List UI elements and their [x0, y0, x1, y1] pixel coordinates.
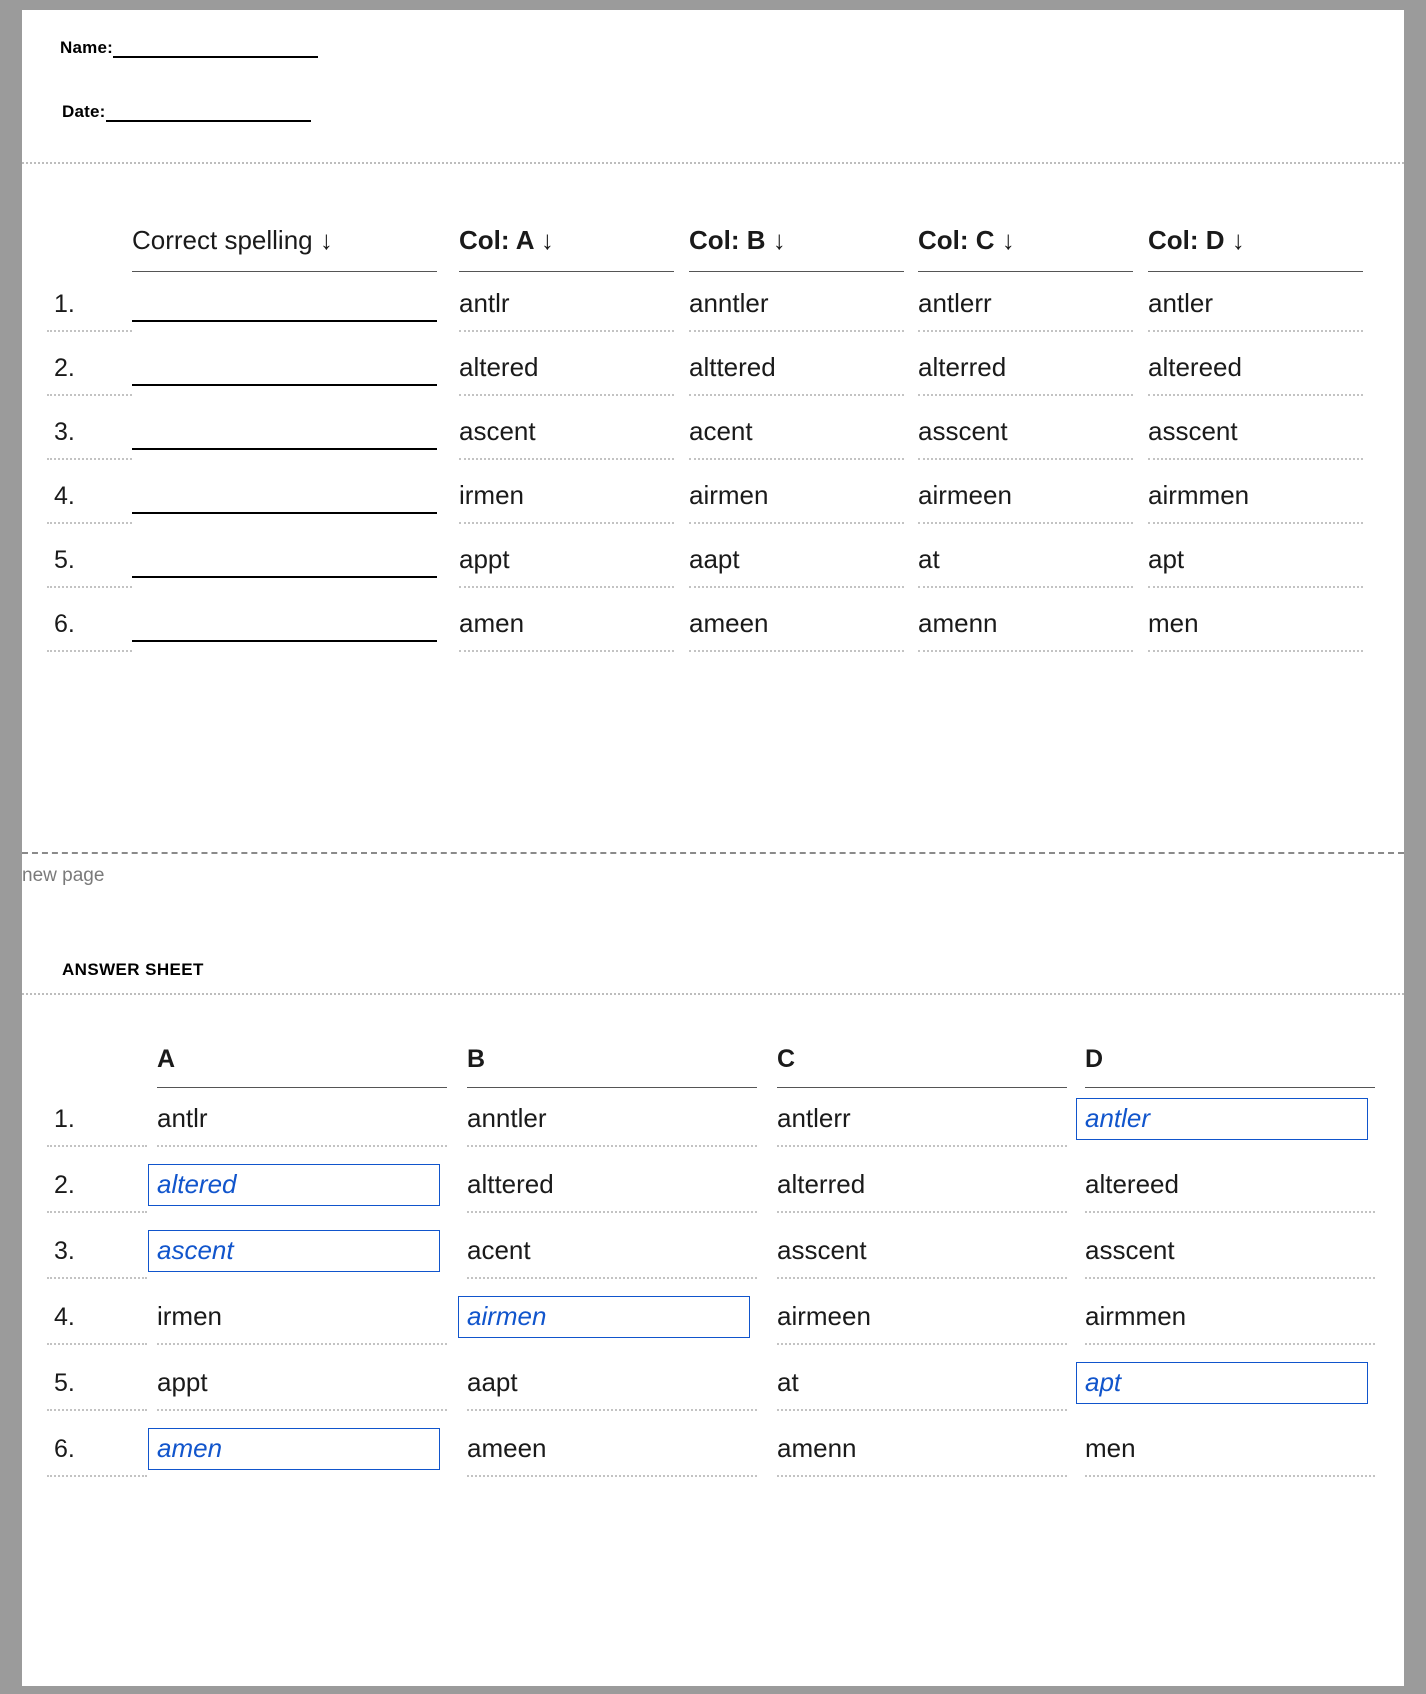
row-divider	[47, 458, 132, 460]
date-label: Date:	[62, 102, 106, 121]
row-divider	[777, 1277, 1067, 1279]
table-row	[22, 1225, 1404, 1291]
option-d: men	[1148, 608, 1199, 638]
answer-blank-line[interactable]	[132, 448, 437, 450]
option-d: asscent	[1148, 416, 1238, 446]
row-divider	[459, 394, 674, 396]
date-blank-line[interactable]	[106, 106, 311, 122]
answer-blank-line[interactable]	[132, 576, 437, 578]
row-divider	[918, 394, 1133, 396]
option-d: altereed	[1148, 352, 1242, 382]
option-a-correct	[157, 1433, 447, 1470]
answer-header-rule-d	[1085, 1087, 1375, 1088]
name-field[interactable]	[60, 38, 318, 58]
row-number: 2.	[54, 1171, 75, 1199]
row-divider	[918, 522, 1133, 524]
option-a-correct	[157, 1235, 447, 1272]
option-b: ameen	[689, 608, 769, 638]
row-divider	[689, 522, 904, 524]
row-divider	[1085, 1211, 1375, 1213]
correct-answer-highlight: apt	[1076, 1362, 1368, 1404]
row-divider	[689, 458, 904, 460]
row-divider	[777, 1145, 1067, 1147]
option-c: alterred	[918, 352, 1007, 382]
answer-header-b: B	[467, 1045, 486, 1073]
row-number: 5.	[54, 546, 75, 574]
worksheet-header-col-a: Col: A ↓	[459, 225, 554, 255]
row-divider	[47, 1475, 147, 1477]
option-b: anntler	[689, 288, 769, 318]
option-c: amenn	[777, 1433, 857, 1463]
correct-answer-highlight: airmen	[458, 1296, 750, 1338]
row-divider	[47, 1211, 147, 1213]
option-c: antlerr	[777, 1103, 851, 1133]
row-divider	[777, 1211, 1067, 1213]
header-rule-b	[689, 271, 904, 272]
option-a: irmen	[157, 1301, 223, 1331]
option-a: irmen	[459, 480, 525, 510]
option-b: ameen	[467, 1433, 547, 1463]
row-divider	[467, 1145, 757, 1147]
row-divider	[467, 1475, 757, 1477]
row-divider	[1085, 1277, 1375, 1279]
row-divider	[689, 330, 904, 332]
table-row	[22, 1357, 1404, 1423]
option-a: antlr	[157, 1103, 208, 1133]
date-field[interactable]	[62, 102, 311, 122]
answer-blank-line[interactable]	[132, 640, 437, 642]
row-divider	[467, 1409, 757, 1411]
correct-answer-highlight: antler	[1076, 1098, 1368, 1140]
row-number: 5.	[54, 1369, 75, 1397]
name-blank-line[interactable]	[113, 42, 318, 58]
answer-sheet-table	[22, 1045, 1404, 1489]
row-divider	[1148, 458, 1363, 460]
answer-header-rule-c	[777, 1087, 1067, 1088]
worksheet-header-correct-spelling: Correct spelling ↓	[132, 225, 333, 255]
option-c: asscent	[777, 1235, 867, 1265]
worksheet-header-col-b: Col: B ↓	[689, 225, 786, 255]
row-divider	[777, 1409, 1067, 1411]
row-divider	[1148, 586, 1363, 588]
row-number: 1.	[54, 1105, 75, 1133]
option-a: amen	[459, 608, 525, 638]
answer-header-a: A	[157, 1045, 176, 1073]
answer-header-rule-a	[157, 1087, 447, 1088]
table-row	[22, 1159, 1404, 1225]
row-divider	[459, 522, 674, 524]
row-divider	[918, 650, 1133, 652]
option-d: apt	[1148, 544, 1185, 574]
worksheet-header-col-d: Col: D ↓	[1148, 225, 1245, 255]
answer-blank-line[interactable]	[132, 320, 437, 322]
row-number: 6.	[54, 610, 75, 638]
option-a: ascent	[459, 416, 536, 446]
table-row	[22, 280, 1404, 344]
new-page-label: new page	[22, 865, 105, 886]
row-divider	[777, 1475, 1067, 1477]
name-label: Name:	[60, 38, 113, 57]
row-divider	[918, 586, 1133, 588]
row-divider	[459, 330, 674, 332]
header-rule-correct	[132, 271, 437, 272]
answer-blank-line[interactable]	[132, 512, 437, 514]
table-row	[22, 536, 1404, 600]
option-c: alterred	[777, 1169, 866, 1199]
row-divider	[689, 394, 904, 396]
option-b: alttered	[467, 1169, 554, 1199]
row-number: 4.	[54, 1303, 75, 1331]
option-d-correct	[1085, 1367, 1375, 1404]
answer-header-c: C	[777, 1045, 796, 1073]
row-divider	[47, 1343, 147, 1345]
option-d-correct	[1085, 1103, 1375, 1140]
table-row	[22, 600, 1404, 664]
row-divider	[1085, 1475, 1375, 1477]
row-number: 3.	[54, 1237, 75, 1265]
row-divider	[918, 458, 1133, 460]
worksheet-header-col-c: Col: C ↓	[918, 225, 1015, 255]
row-divider	[157, 1343, 447, 1345]
row-divider	[47, 650, 132, 652]
option-b: alttered	[689, 352, 776, 382]
header-rule-a	[459, 271, 674, 272]
option-c: antlerr	[918, 288, 992, 318]
option-b: aapt	[689, 544, 740, 574]
row-divider	[47, 1409, 147, 1411]
option-c: at	[918, 544, 940, 574]
row-divider	[467, 1277, 757, 1279]
correct-answer-highlight: altered	[148, 1164, 440, 1206]
table-row	[22, 1093, 1404, 1159]
row-divider	[1148, 330, 1363, 332]
option-d: antler	[1148, 288, 1214, 318]
option-b: acent	[467, 1235, 531, 1265]
table-row	[22, 408, 1404, 472]
header-rule-d	[1148, 271, 1363, 272]
row-divider	[47, 1277, 147, 1279]
option-b: aapt	[467, 1367, 518, 1397]
option-a: antlr	[459, 288, 510, 318]
option-b: anntler	[467, 1103, 547, 1133]
answer-sheet-title: ANSWER SHEET	[62, 960, 204, 979]
header-rule-c	[918, 271, 1133, 272]
answer-header-rule-b	[467, 1087, 757, 1088]
row-number: 1.	[54, 290, 75, 318]
option-a: appt	[459, 544, 510, 574]
option-c: asscent	[918, 416, 1008, 446]
answer-header-d: D	[1085, 1045, 1104, 1073]
row-divider	[467, 1211, 757, 1213]
row-divider	[459, 650, 674, 652]
option-d: airmmen	[1085, 1301, 1187, 1331]
option-a-correct	[157, 1169, 447, 1206]
row-divider	[1085, 1343, 1375, 1345]
row-divider	[459, 586, 674, 588]
row-divider	[459, 458, 674, 460]
row-number: 6.	[54, 1435, 75, 1463]
row-divider	[47, 522, 132, 524]
row-divider	[157, 1145, 447, 1147]
page-break-divider	[22, 852, 1404, 854]
answer-sheet-divider	[22, 993, 1404, 995]
answer-blank-line[interactable]	[132, 384, 437, 386]
row-number: 2.	[54, 354, 75, 382]
row-divider	[47, 586, 132, 588]
option-c: airmeen	[918, 480, 1012, 510]
table-row	[22, 472, 1404, 536]
table-row	[22, 1291, 1404, 1357]
row-number: 3.	[54, 418, 75, 446]
table-row	[22, 344, 1404, 408]
correct-answer-highlight: ascent	[148, 1230, 440, 1272]
option-c: amenn	[918, 608, 998, 638]
correct-answer-highlight: amen	[148, 1428, 440, 1470]
row-divider	[777, 1343, 1067, 1345]
row-divider	[157, 1409, 447, 1411]
row-divider	[47, 394, 132, 396]
worksheet-header-row	[22, 225, 1404, 280]
row-divider	[918, 330, 1133, 332]
row-divider	[47, 1145, 147, 1147]
option-d: airmmen	[1148, 480, 1250, 510]
option-a: appt	[157, 1367, 208, 1397]
row-divider	[47, 330, 132, 332]
option-c: at	[777, 1367, 799, 1397]
option-b: airmen	[689, 480, 769, 510]
row-divider	[689, 650, 904, 652]
option-b-correct	[467, 1301, 757, 1338]
option-d: asscent	[1085, 1235, 1175, 1265]
table-row	[22, 1423, 1404, 1489]
worksheet-table	[22, 225, 1404, 664]
option-c: airmeen	[777, 1301, 871, 1331]
option-d: altereed	[1085, 1169, 1179, 1199]
row-divider	[1148, 394, 1363, 396]
option-a: altered	[459, 352, 539, 382]
option-b: acent	[689, 416, 753, 446]
row-divider	[689, 586, 904, 588]
answer-sheet-header-row	[22, 1045, 1404, 1093]
header-divider	[22, 162, 1404, 164]
row-divider	[1148, 522, 1363, 524]
row-divider	[1148, 650, 1363, 652]
row-number: 4.	[54, 482, 75, 510]
option-d: men	[1085, 1433, 1136, 1463]
worksheet-page	[22, 10, 1404, 1686]
